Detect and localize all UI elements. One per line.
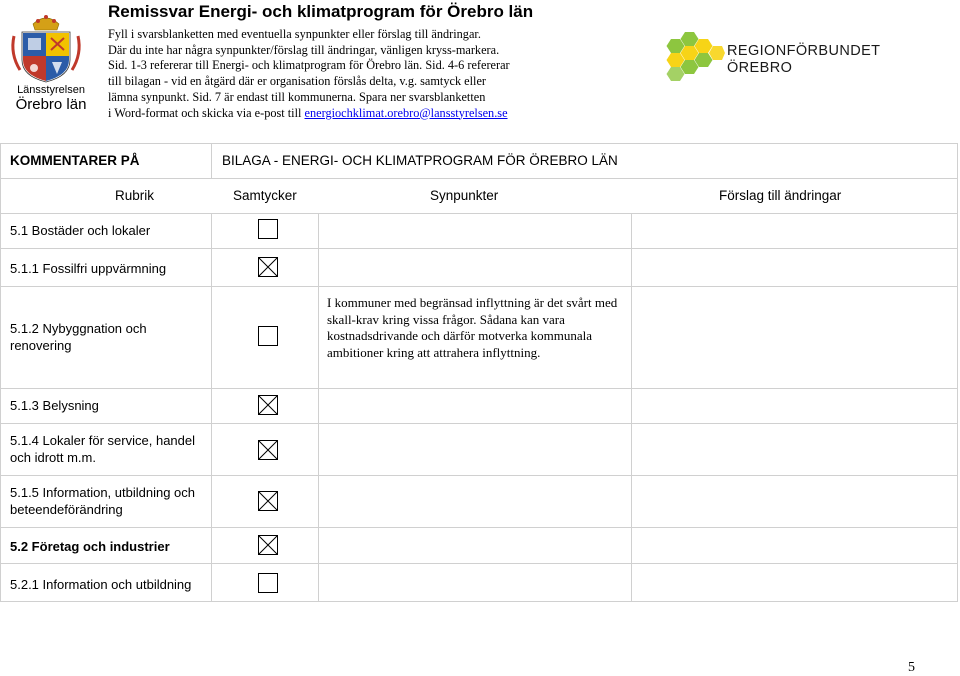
page-number: 5 [908, 660, 915, 675]
hexagon-cluster-icon [663, 30, 725, 86]
instruction-line-last [108, 106, 568, 122]
consent-checkbox[interactable] [258, 257, 278, 277]
row-rubrik: 5.1 Bostäder och lokaler [10, 223, 151, 238]
comments-on-value: BILAGA - ENERGI- OCH KLIMATPROGRAM FÖR ÖREBRO LÄN [222, 153, 618, 168]
instruction-line: till bilagan - vid en åtgärd där er organisation förslås delta, v.g. samtyck eller [108, 74, 487, 89]
row-rubrik: 5.2.1 Information och utbildning [10, 577, 192, 592]
row-rubrik: 5.2 Företag och industrier [10, 539, 170, 554]
consent-checkbox[interactable] [258, 395, 278, 415]
instruction-line: Fyll i svarsblanketten med eventuella synpunkter eller förslag till ändringar. [108, 27, 481, 41]
instructions [108, 27, 568, 121]
consent-checkbox[interactable] [258, 440, 278, 460]
consent-checkbox[interactable] [258, 326, 278, 346]
page-title: Remissvar Energi- och klimatprogram för Örebro län [108, 2, 534, 21]
instruction-line: Sid. 1-3 refererar till Energi- och klimatprogram för Örebro län. Sid. 4-6 refererar [108, 58, 510, 73]
logo-right-line2: ÖREBRO [727, 60, 793, 76]
lansstyrelsen-logo [8, 10, 87, 114]
consent-checkbox[interactable] [258, 535, 278, 555]
logo-left-line1: Länsstyrelsen [17, 84, 85, 96]
row-rubrik: 5.1.4 Lokaler för service, handel och idrott m.m. [10, 433, 195, 465]
instruction-last-prefix: i Word-format och skicka via e-post till [108, 105, 305, 120]
logo-right-line1: REGIONFÖRBUNDET [727, 43, 881, 59]
consent-checkbox[interactable] [258, 491, 278, 511]
logo-right-text [727, 43, 880, 77]
regionforbundet-logo [663, 30, 893, 90]
comments-on-label: KOMMENTARER PÅ [10, 153, 140, 168]
coat-of-arms-icon [8, 10, 84, 84]
column-header-rubrik: Rubrik [115, 188, 155, 203]
row-rubrik: 5.1.2 Nybyggnation och renovering [10, 321, 147, 353]
row-rubrik: 5.1.5 Information, utbildning och beteendeförändring [10, 485, 196, 517]
consent-checkbox[interactable] [258, 573, 278, 593]
row-synpunkter[interactable]: I kommuner med begränsad inflyttning är det svårt med skall-krav kring vissa frågor. Sådana kan vara kostnadsdrivande och därför motverka kommunala ambitioner kring att attrahera inflyttning. [327, 295, 618, 360]
row-rubrik: 5.1.3 Belysning [10, 398, 99, 413]
column-header-forslag: Förslag till ändringar [719, 188, 842, 203]
logo-left-line2: Örebro län [15, 96, 87, 113]
column-header-samtycker: Samtycker [233, 188, 297, 203]
row-rubrik: 5.1.1 Fossilfri uppvärmning [10, 261, 167, 276]
email-link[interactable]: energiochklimat.orebro@lansstyrelsen.se [304, 105, 508, 120]
instruction-line: lämna synpunkt. Sid. 7 är endast till kommunerna. Spara ner svarsblanketten [108, 89, 486, 104]
column-header-synpunkter: Synpunkter [430, 188, 499, 203]
consent-checkbox[interactable] [258, 219, 278, 239]
instruction-line: Där du inte har några synpunkter/förslag till ändringar, vänligen kryss-markera. [108, 42, 500, 57]
